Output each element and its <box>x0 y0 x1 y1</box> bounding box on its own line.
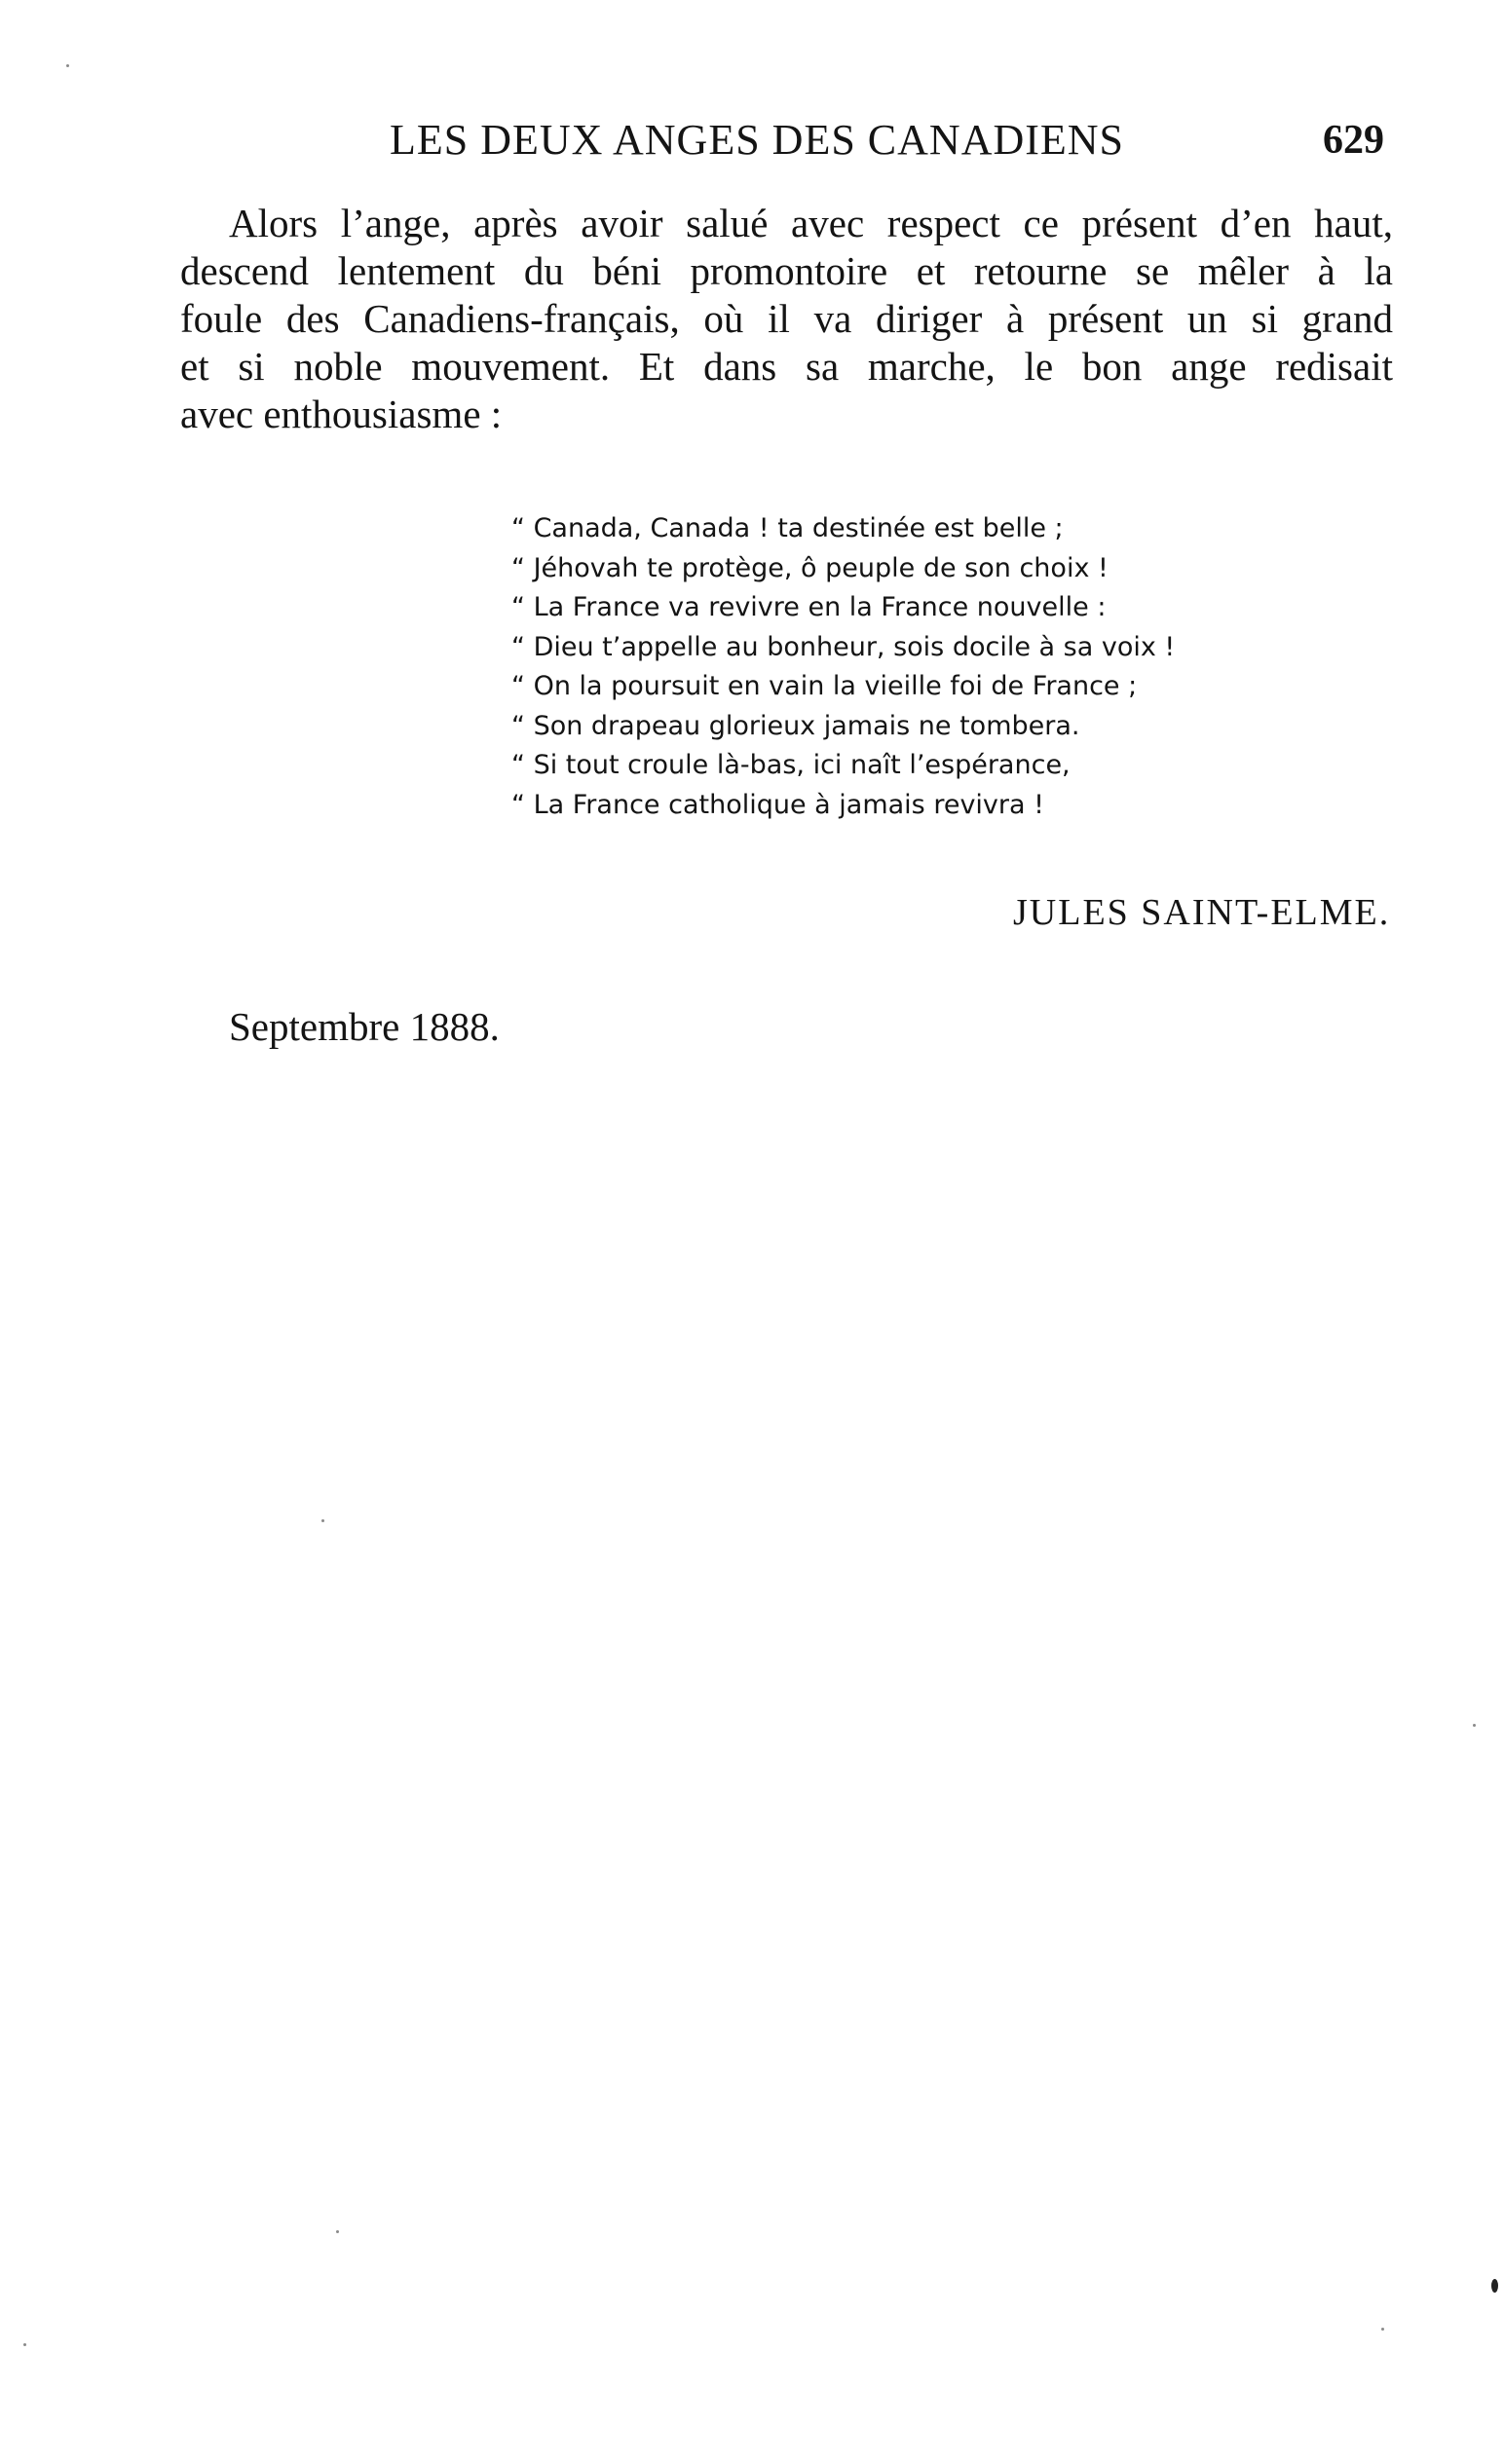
author-signature: JULES SAINT-ELME. <box>1013 892 1391 933</box>
scan-speck <box>1381 2328 1384 2331</box>
running-title: LES DEUX ANGES DES CANADIENS <box>390 116 1125 164</box>
date-line: Septembre 1888. <box>229 1004 500 1049</box>
scan-speck <box>321 1519 324 1522</box>
poem-block <box>511 509 1175 825</box>
page-number: 629 <box>1323 118 1384 163</box>
poem-line: “ Jéhovah te protège, ô peuple de son choix ! <box>511 552 1109 583</box>
poem-line: “ La France va revivre en la France nouvelle : <box>511 592 1107 622</box>
poem-line: “ Si tout croule là-bas, ici naît l’espérance, <box>511 750 1071 780</box>
scan-speck <box>66 64 69 67</box>
poem-line: “ Dieu t’appelle au bonheur, sois docile à sa voix ! <box>511 631 1176 662</box>
scan-speck <box>1491 2279 1498 2293</box>
poem-line: “ On la poursuit en vain la vieille foi de France ; <box>511 671 1138 701</box>
poem-line: “ Canada, Canada ! ta destinée est belle ; <box>511 513 1064 543</box>
poem-line: “ Son drapeau glorieux jamais ne tombera. <box>511 710 1080 741</box>
paragraph-line: descend lentement du béni promontoire et retourne se mêler à la <box>180 248 1393 293</box>
scan-speck <box>23 2343 26 2346</box>
poem-line: “ La France catholique à jamais revivra ! <box>511 789 1044 820</box>
paragraph-line: foule des Canadiens-français, où il va diriger à présent un si grand <box>180 296 1393 341</box>
body-paragraph <box>180 200 1393 438</box>
scan-speck <box>1473 1724 1476 1727</box>
scan-speck <box>336 2230 339 2233</box>
paragraph-line: Alors l’ange, après avoir salué avec respect ce présent d’en haut, <box>229 201 1393 245</box>
paragraph-line: avec enthousiasme : <box>180 392 503 436</box>
paragraph-line: et si noble mouvement. Et dans sa marche, le bon ange redisait <box>180 344 1393 389</box>
